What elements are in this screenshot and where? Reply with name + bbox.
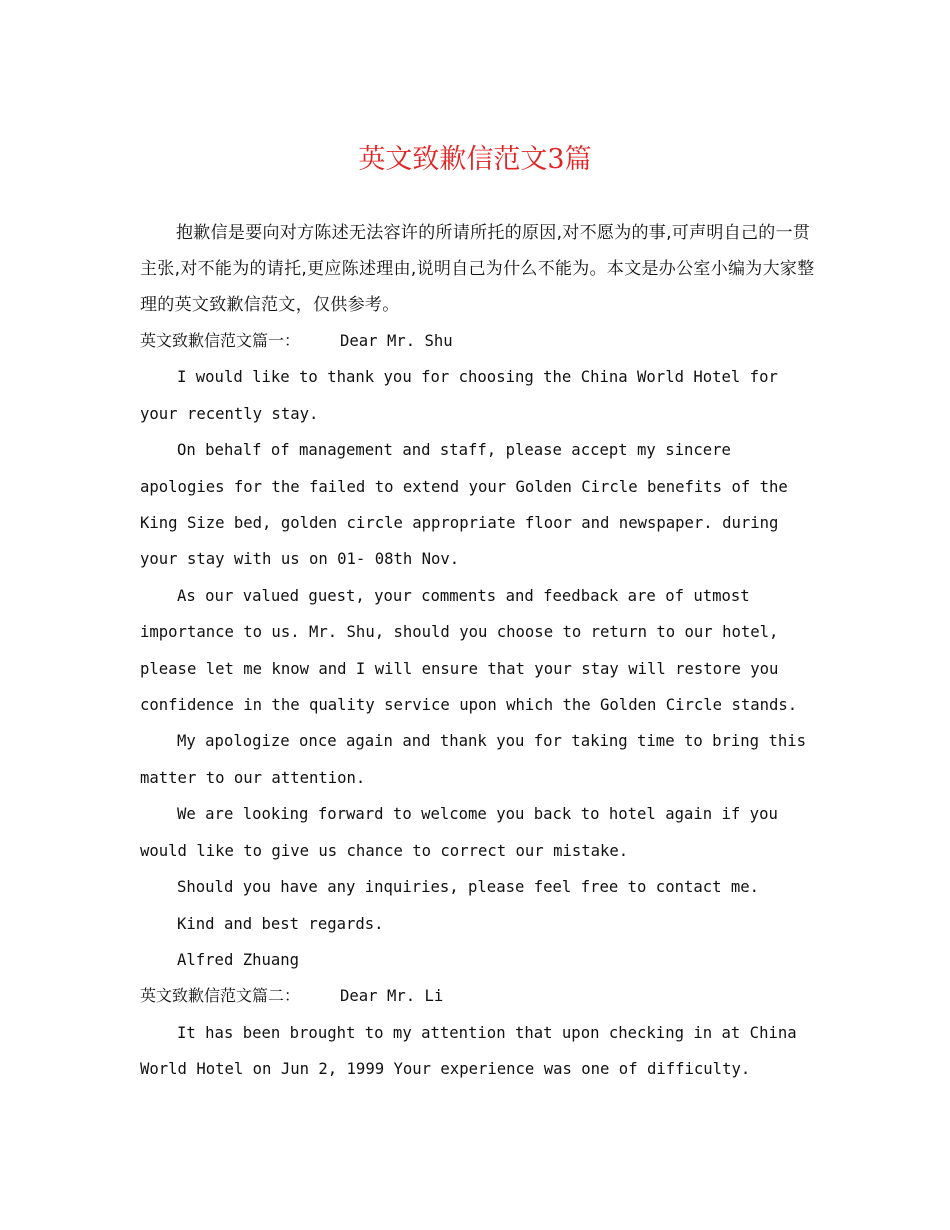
letter1-closing: Kind and best regards. [177, 914, 384, 933]
letter2-heading-line [140, 978, 820, 1014]
letter1-paragraph: Should you have any inquiries, please feel free to contact me. [177, 878, 760, 897]
letter1-heading-line [140, 323, 820, 359]
document-title: 英文致歉信范文3篇 [358, 144, 592, 175]
letter1-salutation: Dear Mr. Shu [340, 332, 453, 350]
letter1-paragraph: As our valued guest, your comments and feedback are of utmost importance to us. Mr. Shu, should you choose to return to our hotel, please let me know and I will ensure that your stay will restore you confidence in the quality service upon which the Golden Circle stands. [140, 586, 798, 715]
letter1-signature: Alfred Zhuang [177, 950, 300, 969]
letter1-paragraph: I would like to thank you for choosing the China World Hotel for your recently stay. [140, 368, 788, 423]
letter1-heading: 英文致歉信范文篇一： [140, 331, 301, 350]
letter1-paragraph: My apologize once again and thank you for taking time to bring this matter to our attention. [140, 732, 816, 787]
document-body [140, 215, 820, 1088]
letter2-heading: 英文致歉信范文篇二： [140, 986, 301, 1006]
letter2-salutation: Dear Mr. Li [340, 987, 444, 1006]
letter1-paragraph: We are looking forward to welcome you back to hotel again if you would like to give us chance to correct our mistake. [140, 805, 788, 860]
letter2-paragraph: It has been brought to my attention that upon checking in at China World Hotel on Jun 2, 1999 Your experience was one of difficulty. [140, 1023, 807, 1079]
intro-paragraph: 抱歉信是要向对方陈述无法容许的所请所托的原因,对不愿为的事,可声明自己的一贯主张,对不能为的请托,更应陈述理由,说明自己为什么不能为。本文是办公室小编为大家整理的英文致歉信范文，仅供参考。 [140, 223, 815, 315]
letter1-paragraph: On behalf of management and staff, please accept my sincere apologies for the failed to extend your Golden Circle benefits of the King Size bed, golden circle appropriate floor and newspaper. during your stay with us on 01- 08th Nov. [140, 441, 798, 569]
